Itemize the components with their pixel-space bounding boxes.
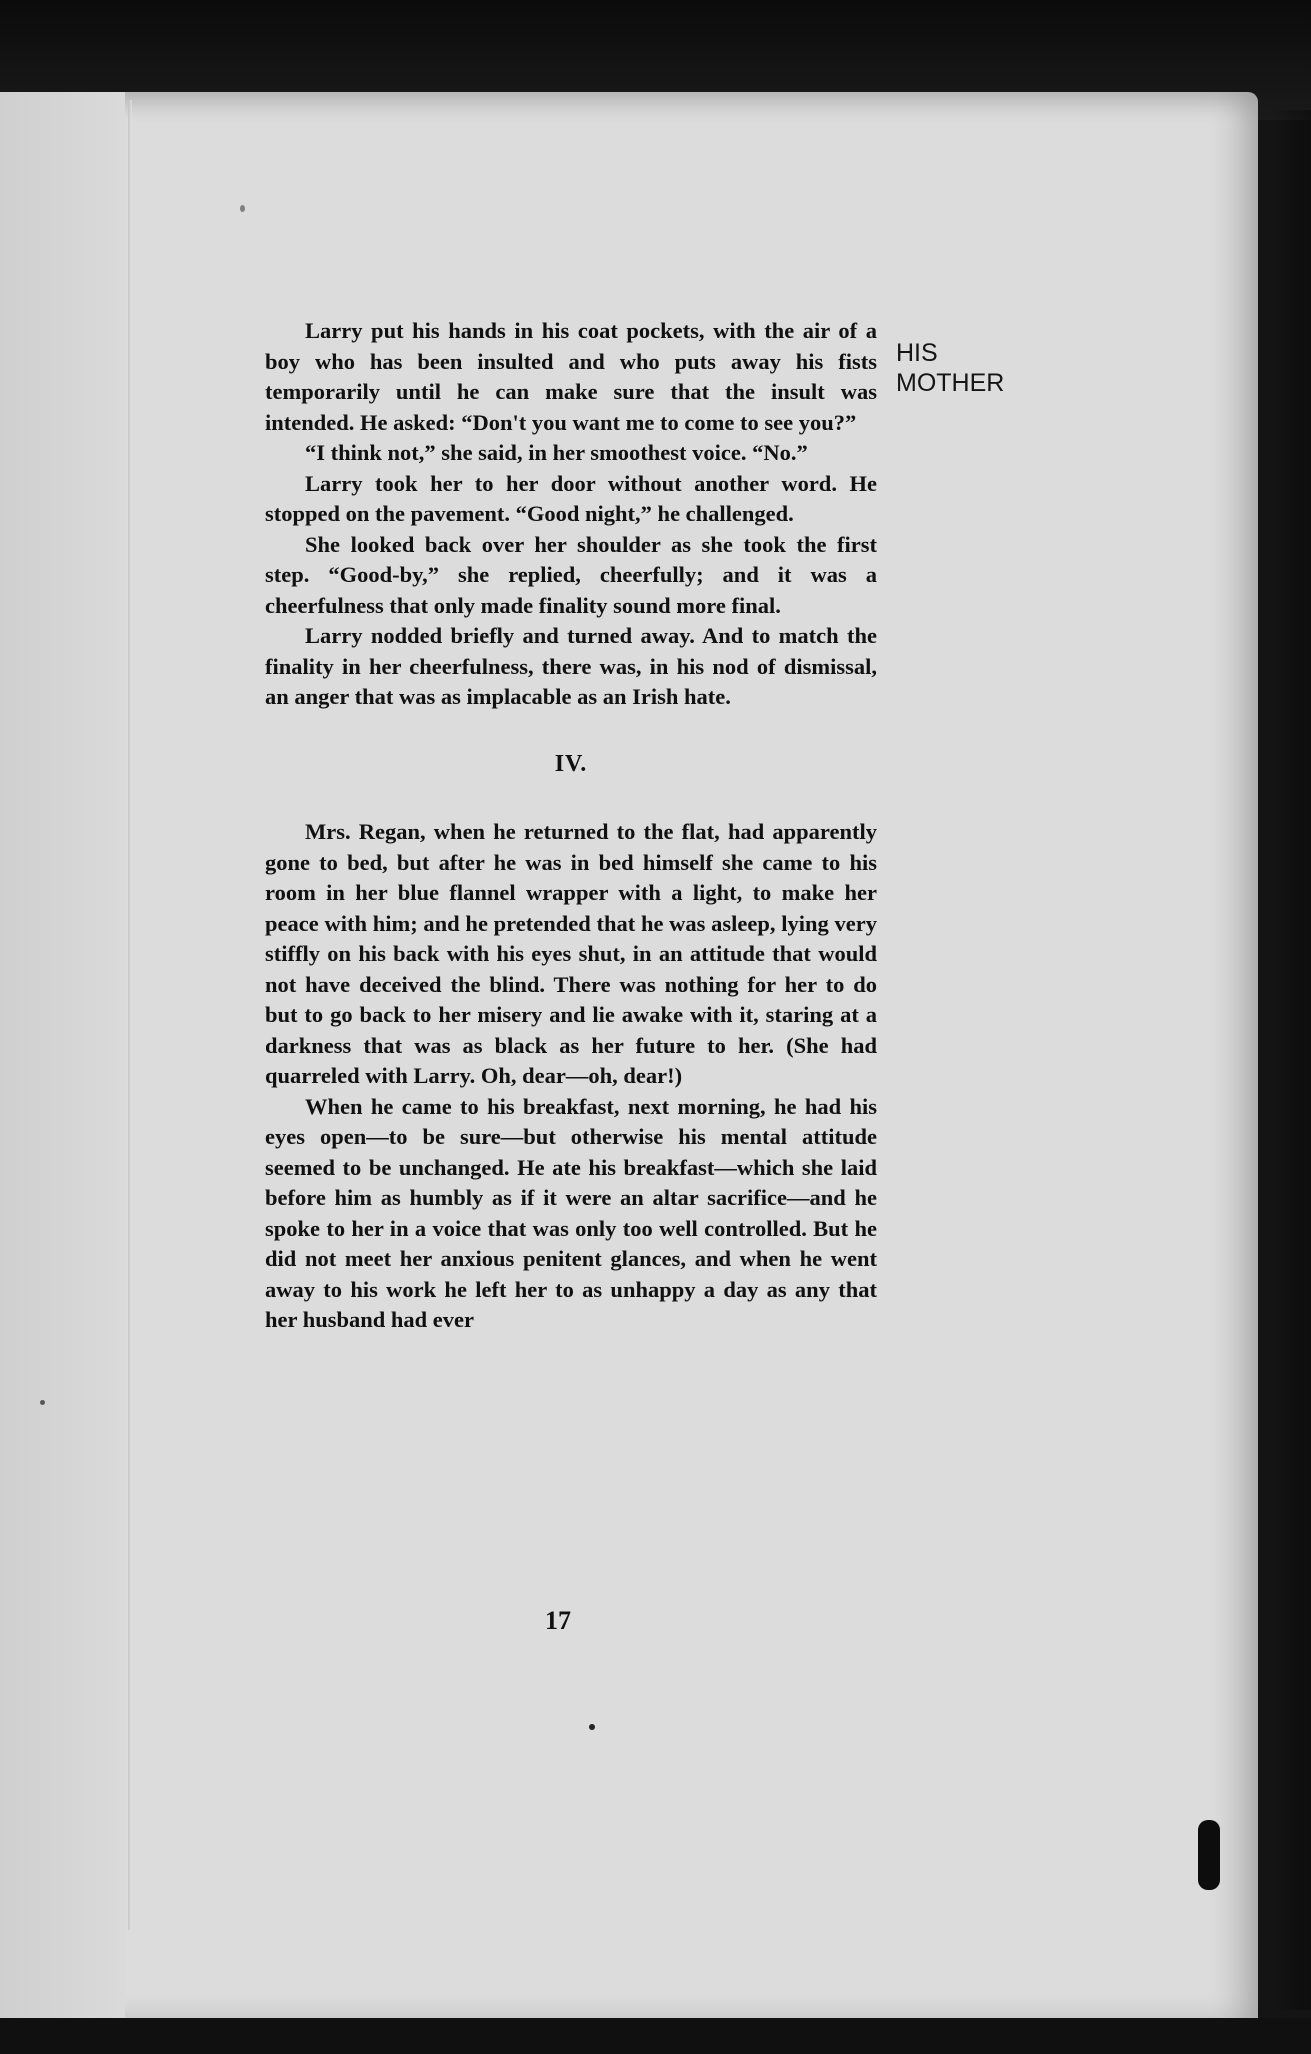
body-text — [265, 316, 877, 1336]
scan-speck — [1198, 1820, 1220, 1890]
scan-speck — [40, 1400, 45, 1405]
scan-speck — [240, 205, 245, 212]
page-number: 17 — [545, 1606, 571, 1635]
page-edge-shadow — [1271, 110, 1311, 2010]
paragraph: When he came to his breakfast, next morning, he had his eyes open—to be sure—but otherwise his mental attitude seemed to be unchanged. He ate his breakfast—which she laid before him as humbly as if it were an altar sacrifice—and he spoke to her in a voice that was only too well controlled. But he did not meet her anxious penitent glances, and when he went away to his work he left her to as unhappy a day as any that her husband had ever — [265, 1093, 877, 1332]
page-fold-line — [128, 100, 132, 1930]
scan-bottom-edge — [0, 2018, 1311, 2054]
paragraph: Larry put his hands in his coat pockets, with the air of a boy who has been insulted and who puts away his fists temporarily until he can make sure that the insult was intended. He asked: “Don't you want me to come to see you?” — [265, 318, 877, 435]
section-heading: IV. — [554, 750, 588, 777]
running-head — [896, 338, 1004, 398]
scan-speck — [589, 1724, 595, 1730]
running-head-line-1: HIS — [896, 339, 938, 367]
running-head-line-2: MOTHER — [896, 369, 1005, 397]
paragraph: Larry took her to her door without another word. He stopped on the pavement. “Good night,” he challenged. — [265, 470, 877, 526]
paragraph: “I think not,” she said, in her smoothest voice. “No.” — [305, 440, 808, 465]
paragraph: Larry nodded briefly and turned away. And to match the finality in her cheerfulness, there was, in his nod of dismissal, an anger that was as implacable as an Irish hate. — [265, 623, 877, 709]
paragraph: She looked back over her shoulder as she took the first step. “Good-by,” she replied, cheerfully; and it was a cheerfulness that only made finality sound more final. — [265, 531, 877, 618]
paragraph: Mrs. Regan, when he returned to the flat, had apparently gone to bed, but after he was in bed himself she came to his room in her blue flannel wrapper with a light, to make her peace with him; and he pretended that he was asleep, lying very stiffly on his back with his eyes shut, in an attitude that would not have deceived the blind. There was nothing for her to do but to go back to her misery and lie awake with it, staring at a darkness that was as black as her future to her. (She had quarreled with Larry. Oh, dear—oh, dear!) — [265, 819, 877, 1088]
page-gutter — [0, 92, 125, 2022]
